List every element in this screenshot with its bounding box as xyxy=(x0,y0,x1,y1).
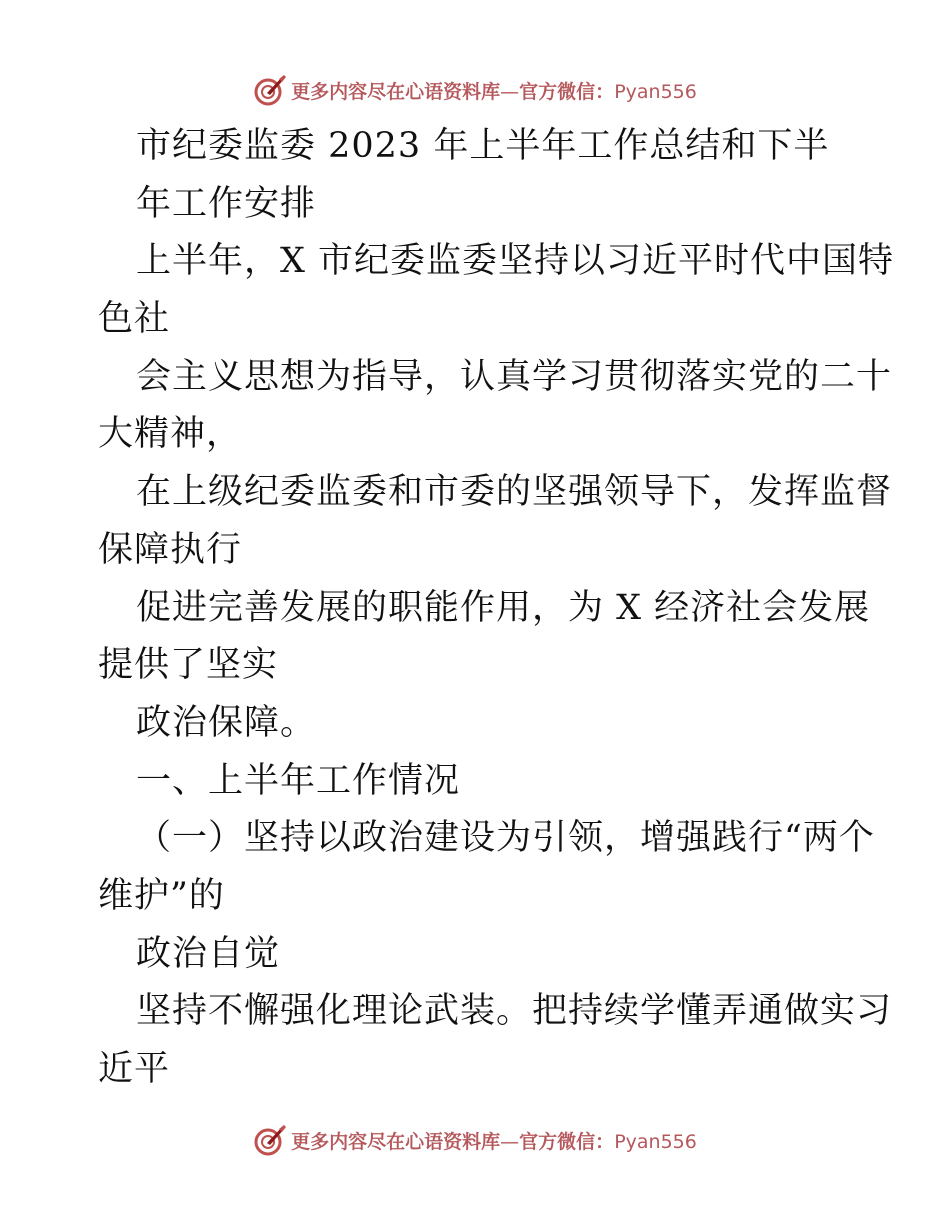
text-line: 坚持不懈强化理论武装。把持续学懂弄通做实习 xyxy=(136,991,893,1032)
text-line: 政治自觉 xyxy=(136,933,281,974)
text-line: 大精神， xyxy=(98,414,243,455)
text-line: 色社 xyxy=(98,299,171,340)
watermark-separator: — xyxy=(500,80,520,103)
watermark-account: Pyan556 xyxy=(614,1130,697,1153)
text-line: 近平 xyxy=(98,1049,171,1089)
text-line: 提供了坚实 xyxy=(98,645,279,686)
watermark-official: 官方微信： xyxy=(519,1130,615,1153)
text-line: 政治保障。 xyxy=(136,702,317,743)
watermark-account: Pyan556 xyxy=(614,80,697,103)
text-line: 年工作安排 xyxy=(136,183,317,224)
text-line: （一）坚持以政治建设为引领，增强践行“两个 xyxy=(136,818,875,859)
watermark-banner-top xyxy=(0,68,950,112)
watermark-banner-bottom xyxy=(0,1118,950,1162)
text-line: 保障执行 xyxy=(98,529,243,570)
document-body xyxy=(98,118,895,1099)
text-line: 在上级纪委监委和市委的坚强领导下，发挥监督 xyxy=(136,472,893,513)
watermark-official: 官方微信： xyxy=(519,80,615,103)
text-line: 促进完善发展的职能作用，为 X 经济社会发展 xyxy=(136,587,871,628)
watermark-text xyxy=(291,77,697,104)
text-line: 一、上半年工作情况 xyxy=(136,760,461,801)
watermark-brand: 更多内容尽在心语资料库 xyxy=(291,1130,501,1153)
watermark-separator: — xyxy=(500,1130,520,1153)
text-line: 会主义思想为指导，认真学习贯彻落实党的二十 xyxy=(136,356,893,397)
watermark-text xyxy=(291,1127,697,1154)
text-line: 市纪委监委 2023 年上半年工作总结和下半 xyxy=(136,126,830,166)
quill-logo-icon xyxy=(253,1123,287,1157)
text-line: 上半年，X 市纪委监委坚持以习近平时代中国特 xyxy=(136,241,895,282)
text-line: 维护”的 xyxy=(98,875,225,916)
quill-logo-icon xyxy=(253,73,287,107)
watermark-brand: 更多内容尽在心语资料库 xyxy=(291,80,501,103)
